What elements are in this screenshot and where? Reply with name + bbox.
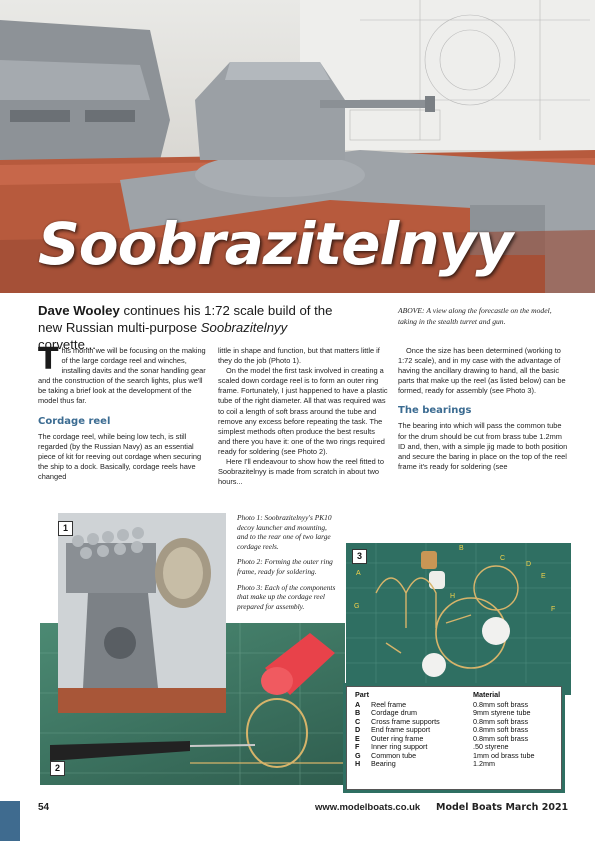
article-title: Soobrazitelnyy <box>38 210 513 278</box>
part-letter: E <box>355 733 360 743</box>
label-c: C <box>500 555 506 562</box>
part-material: 1.2mm <box>473 759 495 768</box>
part-letter: F <box>355 742 360 751</box>
body-paragraph: Here I'll endeavour to show how the reel fitted to Soobrazitelnyy is made from scratch in about two hours... <box>218 457 384 487</box>
author-name: Dave Wooley <box>38 303 120 318</box>
label-e: E <box>541 573 546 580</box>
part-letter: A <box>355 699 361 709</box>
part-letter: D <box>355 725 361 734</box>
page-number: 54 <box>38 802 50 813</box>
caption-photo-3: Photo 3: Each of the components that make up the cordage reel prepared for assembly. <box>237 582 336 611</box>
photo-number-2: 2 <box>50 761 65 776</box>
caption-above: ABOVE: A view along the forecastle on the model, taking in the stealth turret and gun. <box>398 306 552 326</box>
body-paragraph: little in shape and function, but that matters little if they do the job (Photo 1). <box>218 346 380 366</box>
part-name: Cross frame supports <box>371 716 440 726</box>
body-paragraph: Once the size has been determined (working to 1:72 scale), and in my case with the advantage of having the ancillary drawing to hand, all the basic parts that make up the reel (as listed below) can be formed, ready for assembly (see Photo 3). <box>398 346 566 396</box>
part-name: Common tube <box>371 750 417 760</box>
column-3 <box>398 346 568 472</box>
parts-table-header <box>347 691 561 700</box>
part-name: Reel frame <box>371 699 407 709</box>
part-name: End frame support <box>371 725 431 734</box>
body-paragraph: On the model the first task involved in creating a scaled down cordage reel is to form an outer ring frame. Fortunately, I just happened to have a plastic tube of the right diameter. All that was required was to coil a length of soft brass around the tube and remove any excess before repeating the task. The simplest methods often produce the best results and there you have it: one of the two rings required ready for soldering (see Photo 2). <box>218 366 388 456</box>
hero-photo <box>0 0 595 293</box>
body-paragraph: The bearing into which will pass the common tube for the drum should be cut from brass tube 1.2mm ID and, then, with a simple jig made to both position and secure the baring in place on the top of the reel frame it's ready for soldering (see <box>398 421 568 471</box>
table-row <box>347 760 561 769</box>
intro-text: his month we will be focusing on the making of the large cordage reel and winches, installing davits and the sonar handling gear and the construction of the search lights, plus we'll be taking a brief look at the development of the model thus far. <box>38 346 206 406</box>
label-f: F <box>551 606 556 613</box>
part-letter: G <box>355 750 361 760</box>
caption-photo-2: Photo 2: Forming the outer ring frame, ready for soldering. <box>237 557 333 576</box>
footer-website[interactable]: www.modelboats.co.uk <box>315 802 421 813</box>
part-letter: B <box>355 708 361 717</box>
photo-captions <box>237 513 337 617</box>
column-2 <box>218 346 388 487</box>
label-h: H <box>450 593 456 600</box>
standfirst-ship-name: Soobrazitelnyy <box>200 320 288 335</box>
standfirst-text-2: corvette... <box>38 337 96 352</box>
part-material: 1mm od brass tube <box>473 750 535 760</box>
footer-color-bar <box>0 801 20 841</box>
body-paragraph: The cordage reel, while being low tech, is still regarded (by the Russian Navy) as an essential piece of kit for reeving out cordage when securing the ship to a dock. Basically, cordage reels have changed <box>38 431 202 481</box>
part-material: 9mm styrene tube <box>473 708 531 717</box>
part-letter: H <box>355 759 361 768</box>
label-b: B <box>459 545 464 552</box>
part-material: 0.8mm soft brass <box>473 725 529 734</box>
part-name: Inner ring support <box>371 742 428 751</box>
footer-magazine-issue: Model Boats March 2021 <box>436 802 569 813</box>
photo-3-components <box>346 543 571 695</box>
photo-number-1: 1 <box>58 521 73 536</box>
part-letter: C <box>355 716 361 726</box>
header-part: Part <box>355 690 369 699</box>
parts-table <box>346 686 562 790</box>
part-name: Bearing <box>371 759 396 768</box>
part-material: .50 styrene <box>473 742 509 751</box>
label-a: A <box>356 570 361 577</box>
label-d: D <box>526 561 532 568</box>
subhead-cordage-reel: Cordage reel <box>38 415 111 427</box>
part-material: 0.8mm soft brass <box>473 699 529 709</box>
drop-cap: T <box>38 342 59 377</box>
photo-number-3: 3 <box>352 549 367 564</box>
part-material: 0.8mm soft brass <box>473 716 529 726</box>
photo-1-decoy-launcher <box>58 513 226 713</box>
caption-photo-1: Photo 1: Soobrazitelnyy's PK10 decoy launcher and mounting, and to the rear one of two large cordage reels. <box>237 513 332 551</box>
subhead-bearings: The bearings <box>398 405 472 417</box>
standfirst-text-1: continues his 1:72 scale build of the new Russian multi-purpose <box>38 303 333 335</box>
part-material: 0.8mm soft brass <box>473 733 529 743</box>
header-material: Material <box>473 690 501 699</box>
part-name: Outer ring frame <box>371 733 424 743</box>
label-g: G <box>354 603 360 610</box>
part-name: Cordage drum <box>371 708 417 717</box>
